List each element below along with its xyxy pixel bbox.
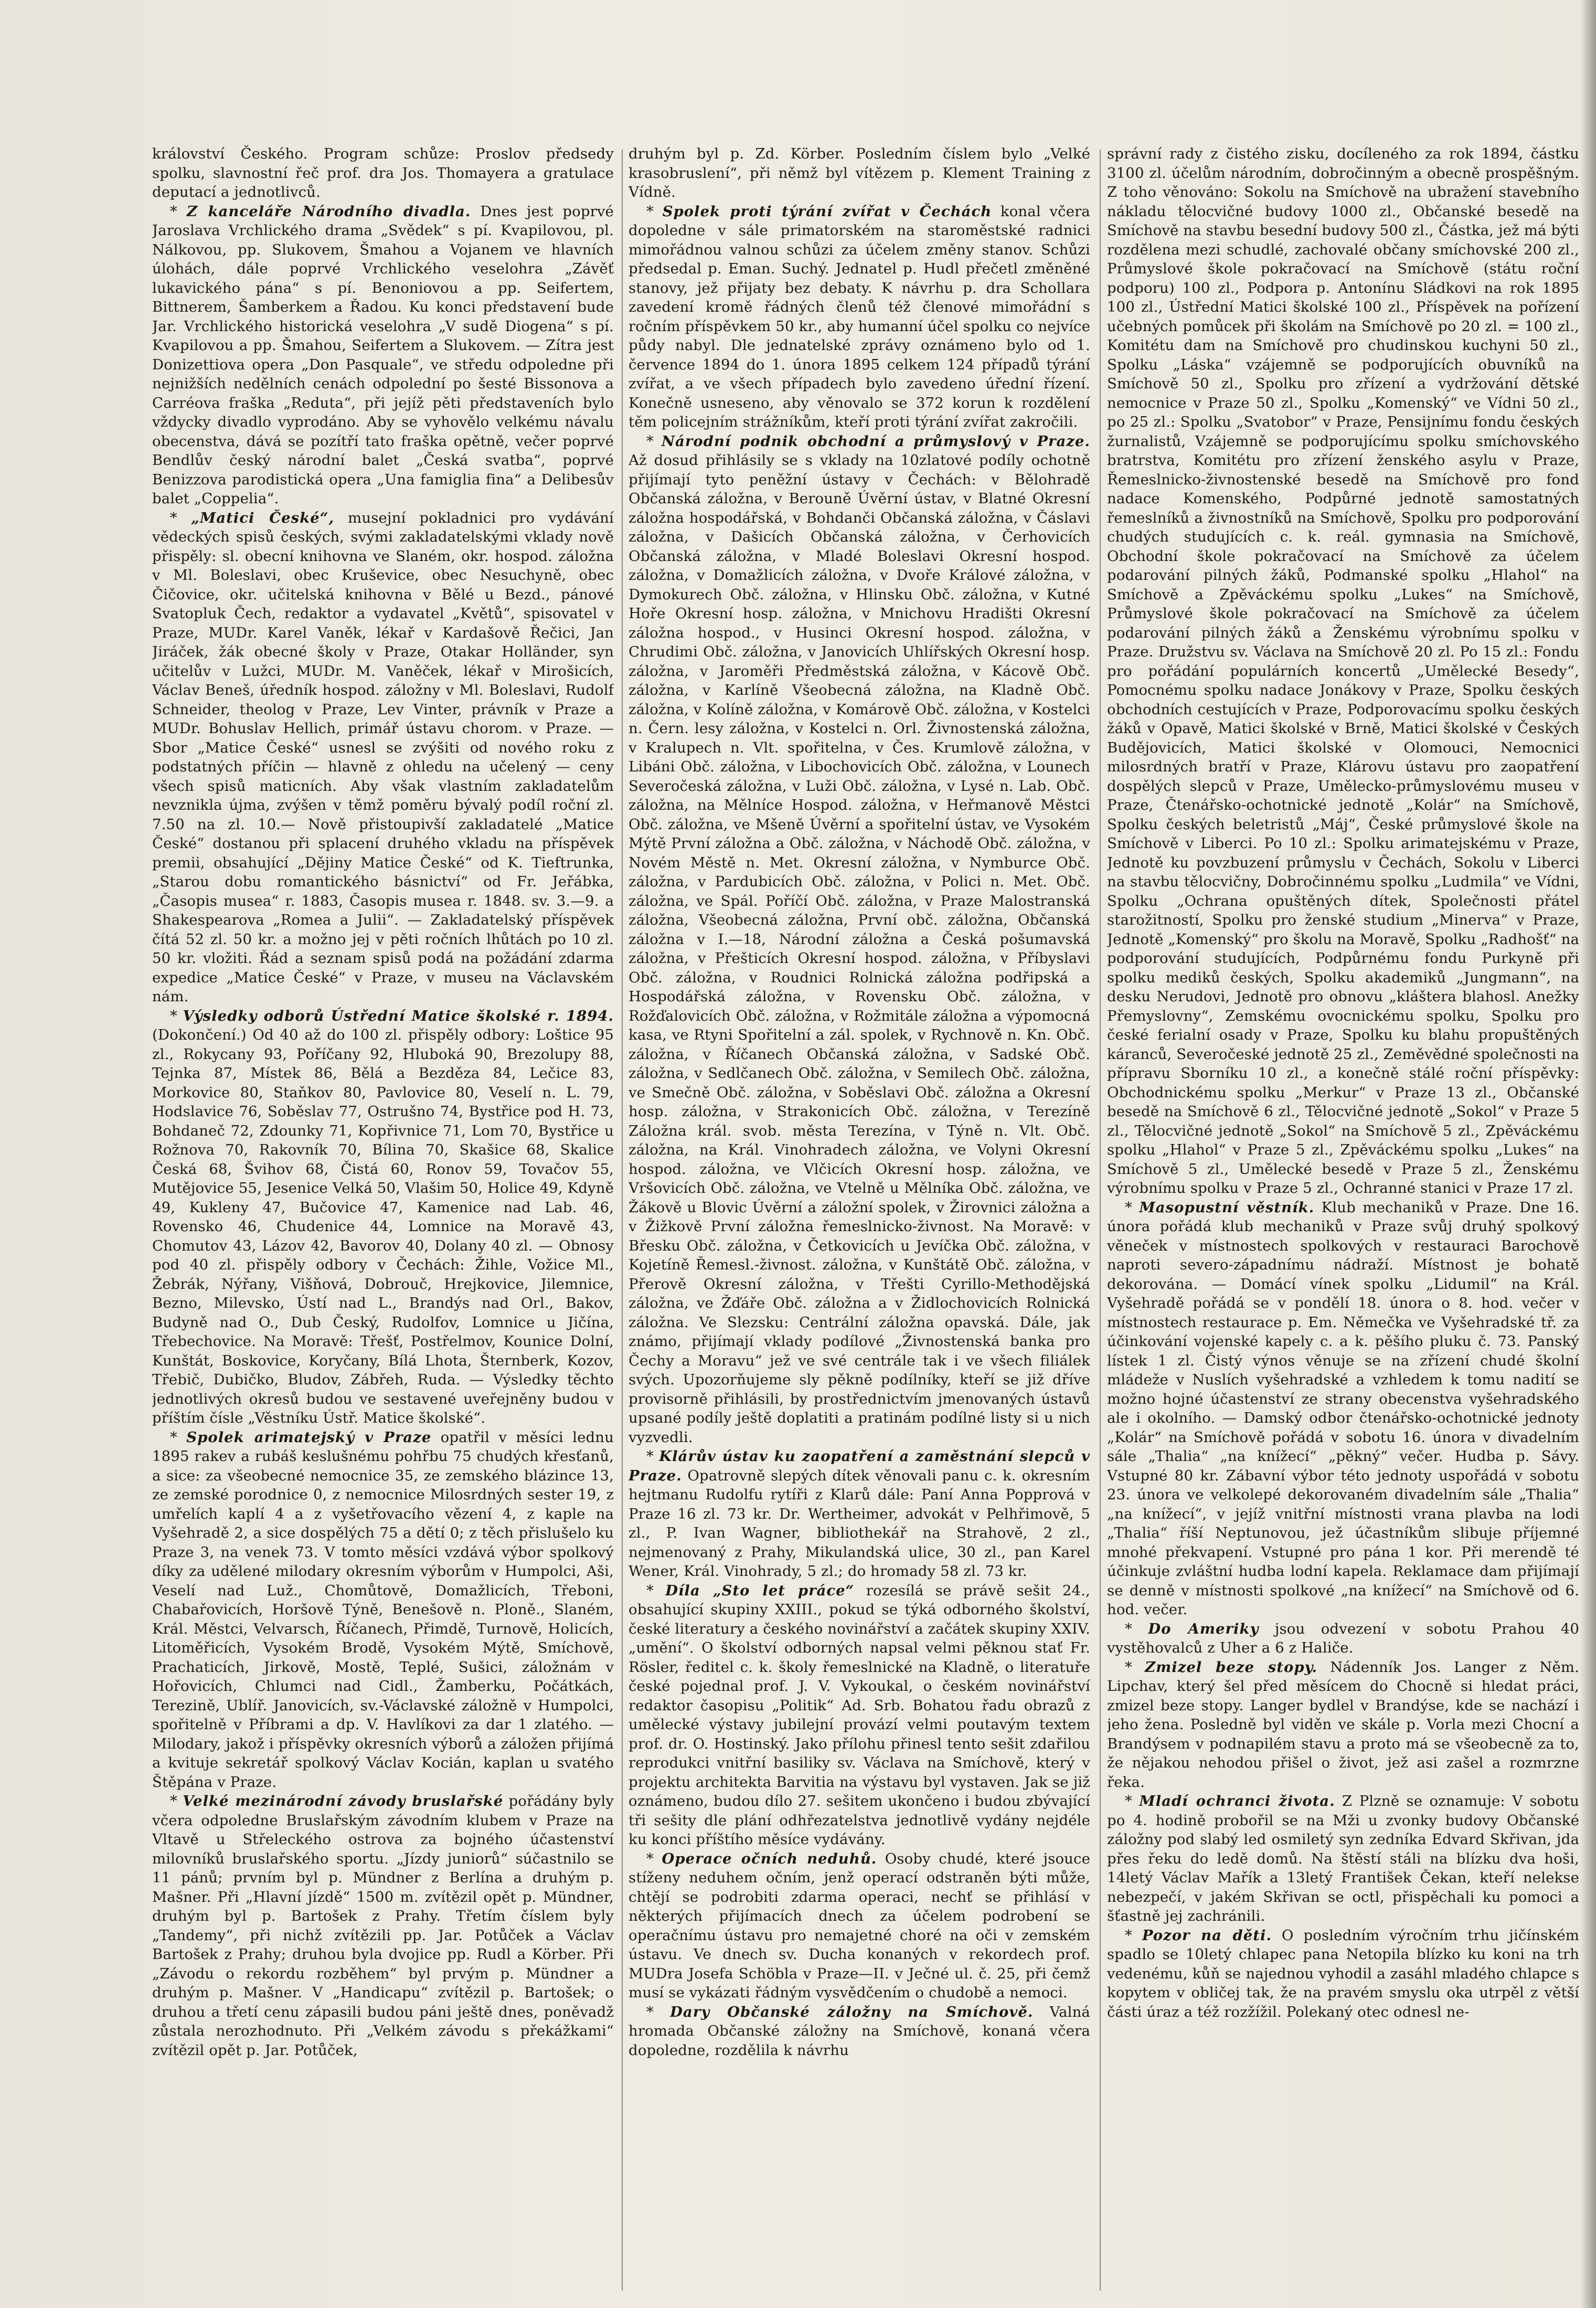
- article-paragraph: * Operace očních neduhů. Osoby chudé, které jsouce stíženy neduhem očním, jenž operací odstraněn býti může, chtějí se podrobiti zdarma operaci, nechť se přihlásí v některých přijímacích dnech za účelem podrobení se operačnímu ústavu pro nemajetné choré na oči v zemském ústavu. Ve dnech sv. Ducha konaných v rekordech prof. MUDra Josefa Schöbla v Praze—II. v Ječné ul. č. 25, při čemž musí se vykázati řádným vysvědčením o chudobě a nemoci.: [629, 1850, 1090, 2001]
- article-paragraph: [152, 144, 614, 202]
- article-text: správní rady z čistého zisku, docíleného za rok 1894, částku 3100 zl. účelům národním, dobročinným a obecně prospěšným. Z toho věnováno: Sokolu na Smíchově na ubražení stavebního nákladu tělocvičné budovy 1000 zl., Občanské besedě na Smíchově na stavbu besední budovy 500 zl., Částka, jež má býti rozdělena mezi schudlé, zachovalé občany smíchovské 200 zl., Průmyslové škole pokračovací na Smíchově (státu roční podporu) 100 zl., Podpora p. Antonínu Sládkovi na rok 1895 100 zl., Ústřední Matici školské 100 zl., Příspěvek na pořízení učebných pomůcek při školám na Smíchově po 20 zl. = 100 zl., Komitétu dam na Smíchově pro chudinskou kuchyni 50 zl., Spolku „Láska“ vzájemně se podporujících obuvníků na Smíchově 50 zl., Spolku pro zřízení a vydržování dětské nemocnice v Praze 50 zl., Spolku „Komenský“ ve Vídni 50 zl., po 25 zl.: Spolku „Svatobor“ v Praze, Pensijnímu fondu českých žurnalistů, Vzájemně se podporujícímu spolku smíchovského bratrstva, Komitétu pro zřízení ženského asylu v Praze, Řemeslnicko-živnostenské besedě na Smíchově pro fond nadace Komenského, Podpůrné jednotě samostatných řemeslníků a živnostníků na Smíchově, Spolku pro podporování chudých studujících c. k. reál. gymnasia na Smíchově, Obchodní škole pokračovací na Smíchově za účelem podarování pilných žáků, Podmanské spolku „Hlahol“ na Smíchově a Zpěváckému spolku „Lukes“ na Smíchově, Průmyslové škole pokračovací na Smíchově za účelem podarování pilných žáků a Ženskému výrobnímu spolku v Praze. Družstvu sv. Václava na Smíchově 20 zl. Po 15 zl.: Fondu pro pořádání populárních koncertů „Umělecké Besedy“, Pomocnému spolku nadace Jonákovy v Praze, Spolku českých obchodních cestujících v Praze, Podporovacímu spolku českých žáků v Opavě, Matici školské v Brně, Matici školské v Českých Budějovicích, Matici školské v Olomouci, Nemocnici milosrdných bratří v Praze, Klárovu ústavu pro zaopatření dospělých slepců v Praze, Umělecko-průmyslovému museu v Praze, Čtenářsko-ochotnické jednotě „Kolár“ na Smíchově, Spolku českých beletristů „Máj“, České průmyslové škole na Smíchově v Liberci. Po 10 zl.: Spolku arimatejskému v Praze, Jednotě ku povzbuzení průmyslu v Čechách, Sokolu v Liberci na stavbu tělocvičny, Dobročinnému spolku „Ludmila“ ve Vídni, Spolku „Ochrana opuštěných dítek, Společnosti přátel starožitností, Spolku pro ženské studium „Minerva“ v Praze, Jednotě „Komenský“ pro školu na Moravě, Spolku „Radhošť“ na podporování studujících, Podpůrnému fondu Purkyně při spolku mediků českých, Spolku akademiků „Jungmann“, na desku Nerudovi, Jednotě pro obnovu „kláštera blahosl. Anežky Přemyslovny“, Zemskému ovocnickému spolku, Spolku pro české ferialní osady v Praze, Spolku ku blahu propuštěných káranců, Severočeské jednotě 25 zl., Zeměvědné společnosti na přípravu Sborníku 10 zl., a konečně stálé roční příspěvky: Obchodnickému spolku „Merkur“ v Praze 13 zl., Občanské besedě na Smíchově 6 zl., Tělocvičné jednotě „Sokol“ v Praze 5 zl., Tělocvičné jednotě „Sokol“ na Smíchově 5 zl., Zpěváckému spolku „Hlahol“ v Praze 5 zl., Zpěváckému spolku „Lukes“ na Smíchově 5 zl., Umělecké besedě v Praze 5 zl., Ženskému výrobnímu spolku v Praze 5 zl., Ochranné stanici v Praze 17 zl.: [1107, 145, 1579, 1197]
- article-heading: Klárův ústav ku zaopatření a zaměstnání slepců v Praze.: [629, 1448, 1090, 1484]
- article-text: Klub mechaniků v Praze. Dne 16. února pořádá klub mechaniků v Praze svůj druhý spolkový věneček v místnostech spolkových v restauraci Barochově naproti severo-západnímu nádraží. Místnost je bohatě dekorována. — Domácí vínek spolku „Lidumil“ na Král. Vyšehradě pořádá se v pondělí 18. února o 8. hod. večer v místnostech restaurace p. Em. Němečka ve Vyšehradské tř. za účinkování vojenské kapely c. a k. pěšího pluku č. 73. Panský lístek 1 zl. Čistý výnos věnuje se na zřízení chudé školní mládeže v Nuslích vyšehradské a vzhledem k tomu nadití se možno hojné účastenství ze strany obecenstva vyšehradského ale i okolního. — Damský odbor čtenářsko-ochotnické jednoty „Kolár“ na Smíchově pořádá v sobotu 16. února v divadelním sále „Thalia“ „na knížecí“ „pěkný“ večer. Hudba p. Sávy. Vstupné 80 kr. Zábavní výbor této jednoty uspořádá v sobotu 23. února ve velkolepé dekorovaném divadelním sále „Thalia“ „na knížecí“, v jejíž vnitřní místnosti vrana plavba na lodi „Thalia“ říší Neptunovou, jež účastníkům slibuje příjemné mnohé překvapení. Vstupné pro pána 1 kor. Při merendě té účinkuje zvláštní hudba lodní kapela. Reklamace dam přijímají se denně v místnosti spolkové „na knížecí“ na Smíchově od 6. hod. večer.: [1107, 1199, 1579, 1618]
- column-right: [1107, 144, 1579, 2285]
- article-paragraph: * „Matici České“, musejní pokladnici pro vydávání vědeckých spisů českých, svými zakladatelskými vklady nově přispěly: sl. obecní knihovna ve Slaném, okr. hospod. záložna v Ml. Boleslavi, obec Kruševice, obec Nesuchyně, obec Čičovice, okr. učitelská knihovna v Bělé u Bezd., pánové Svatopluk Čech, redaktor a vydavatel „Květů“, spisovatel v Praze, MUDr. Karel Vaněk, lékař v Kardašově Řečici, Jan Jiráček, žák obecné školy v Praze, Otakar Holländer, syn učitelův v Lužci, MUDr. M. Vaněček, lékař v Mirošicích, Václav Beneš, úředník hospod. záložny v Ml. Boleslavi, Rudolf Schneider, theolog v Praze, Lev Vinter, právník v Praze a MUDr. Bohuslav Hellich, primář ústavu chorom. v Praze. — Sbor „Matice České“ usnesl se zvýšiti od nového roku z podstatných příčin — hlavně z ohledu na učelený — ceny všech spisů maticních. Aby však vlastním zakladatelům nevznikla újma, zvýšen v těmž poměru bývalý podíl roční zl. 7.50 na zl. 10.— Nově přistoupivší zakladatelé „Matice České“ dostanou při splacení druhého vkladu na příspěvek premii, obsahující „Dějiny Matice České“ od K. Tieftrunka, „Starou dobu romantického básnictví“ od Fr. Jeřábka, „Časopis musea“ r. 1883, Časopis musea r. 1848. sv. 3.—9. a Shakespearova „Romea a Julii“. — Zakladatelský příspěvek čítá 52 zl. 50 kr. a možno jej v pěti ročních lhůtách po 10 zl. 50 kr. vložiti. Řád a seznam spisů podá na požádání zdarma expedice „Matice České“ v Praze, v museu na Václavském nám.: [152, 509, 614, 1005]
- article-heading: „Matici České“,: [191, 509, 335, 526]
- article-heading: Díla „Sto let práce“: [665, 1582, 855, 1599]
- article-paragraph: * Dary Občanské záložny na Smíchově. Valná hromada Občanské záložny na Smíchově, konaná včera dopoledne, rozdělila k návrhu: [629, 2003, 1090, 2059]
- article-text: Dnes jest poprvé Jaroslava Vrchlického drama „Svědek“ s pí. Kvapilovou, pl. Nálkovou, pp. Slukovem, Šmahou a Vojanem ve hlavních úlohách, dále poprvé Vrchlického veselohra „Závěť lukavického pána“ s pí. Benoniovou a pp. Seifertem, Bittnerem, Šamberkem a Řadou. Ku konci představení bude Jar. Vrchlického historická veselohra „V sudě Diogena“ s pí. Kvapilovou a pp. Šmahou, Seifertem a Slukovem. — Zítra jest Donizettiova opera „Don Pasquale“, ve středu odpoledne při nejnižších nedělních cenách odpolední po šesté Bissonova a Carréova fraška „Reduta“, při jejíž pěti představeních bylo vždycky divadlo vyprodáno. Aby se vyhovělo velkému návalu obecenstva, dává se pozítří tato fraška opětně, večer poprvé Bendlův český národní balet „Česká svatba“, poprvé Benizzova parodistická opera „Una famiglia fina“ a Delibesův balet „Coppelia“.: [152, 203, 614, 507]
- article-heading: Masopustní věstník.: [1139, 1199, 1315, 1216]
- article-heading: Do Ameriky: [1148, 1620, 1259, 1637]
- article-text: druhým byl p. Zd. Körber. Posledním číslem bylo „Velké krasobruslení“, při němž byl vítězem p. Klement Training z Vídně.: [629, 145, 1090, 200]
- article-text: Nádenník Jos. Langer z Něm. Lipchav, který šel před měsícem do Chocně si hledat práci, zmizel beze stopy. Langer bydlel v Brandýse, kde se nachází i jeho žena. Posledně byl viděn ve skále p. Vorla mezi Chocní a Brandýsem v podnapilém stavu a proto má se všeobecně za to, že nějakou nehodou přišel o život, jež asi zašel a rozmrzne řeka.: [1107, 1658, 1579, 1791]
- article-paragraph: * Mladí ochranci života. Z Plzně se oznamuje: V sobotu po 4. hodině probořil se na Mži u zvonky budovy Občanské záložny pod slabý led osmiletý syn zedníka Edvard Skřivan, jda přes řeku do ledě domů. Na štěstí stáli na blízku dva hoši, 14letý Václav Mařík a 13letý František Čekan, kteří nelekse nebezpečí, v jakém Skřivan se octl, přispěchali ku pomoci a šťastně jej zachránili.: [1107, 1793, 1579, 1924]
- article-heading: Zmizel beze stopy.: [1145, 1658, 1317, 1676]
- article-paragraph: * Klárův ústav ku zaopatření a zaměstnání slepců v Praze. Opatrovně slepých dítek věnovali panu c. k. okresním hejtmanu Rudolfu rytíři z Klarů dále: Paní Anna Popprová v Praze 16 zl. 73 kr. Dr. Wertheimer, advokát v Pelhřimově, 5 zl., P. Ivan Wagner, bibliothekář na Strahově, 2 zl., nejmenovaný z Prahy, Mikulandská ulice, 30 zl., pan Karel Wener, Král. Vinohrady, 5 zl.; do hromady 58 zl. 73 kr.: [629, 1448, 1090, 1580]
- binding-shadow: [1580, 0, 1596, 2308]
- article-text: O posledním výročním trhu jičínském spadlo se 10letý chlapec pana Netopila blízko ku koni na trh vedenému, kůň se najednou vyhodil a zasáhl mladého chlapce s kopytem v obličej tak, že na pravém smyslu oka utrpěl z větší části úraz a též rozžížil. Polekaný otec odnesl ne-: [1107, 1926, 1579, 2020]
- article-text: rozesílá se právě sešit 24., obsahující skupiny XXIII., pokud se týká odborného školství, české literatury a českého novinářství a začátek skupiny XXIV. „umění“. O školství odborných napsal velmi pěknou stať Fr. Rösler, ředitel c. k. školy řemeslnické na Kladně, o literatuře české pojednal prof. J. V. Vykoukal, o českém novinářství redaktor časopisu „Politik“ Ad. Srb. Bohatou řadu obrazů z umělecké výstavy jubilejní provází velmi poutavým textem prof. dr. O. Hostinský. Jako přílohu přinesl tento sešit zdařilou reprodukci vnitřní basiliky sv. Václava na Smíchově, který v projektu architekta Barvitia na výstavu byl vystaven. Jak se již oznámeno, budou dílo 27. sešitem ukončeno i budou zbývající tři sešity dle plání odhřezatelstva jednotlivě vydány nejdéle ku konci příštího měsíce vydávány.: [629, 1582, 1090, 1848]
- article-text: Valná hromada Občanské záložny na Smíchově, konaná včera dopoledne, rozdělila k návrhu: [629, 2003, 1090, 2059]
- article-paragraph: * Spolek arimatejský v Praze opatřil v měsíci lednu 1895 rakev a rubáš keslušnému pohřbu 75 chudých křesťanů, a sice: za všeobecné nemocnice 35, ze zemského blázince 13, ze zemské porodnice 0, z nemocnice Milosrdných sester 19, z umřelích kaplí 4 a z vyšetřovacího vězení 4, z kaple na Vyšehradě 2, a sice dospělých 75 a dětí 0; z těch přislušelo ku Praze 3, na venek 73. V tomto měsíci vzdává výbor spolkový díky za udělené milodary okresním výborům v Humpolci, Aši, Veselí nad Luž., Chomůtově, Domažlicích, Třeboni, Chabařovicích, Horšově Týně, Benešově n. Ploně., Slaném, Král. Městci, Velvarsch, Říčanech, Přimdě, Turnově, Holicích, Litoměřicích, Vysokém Brodě, Vysokém Mýtě, Smíchově, Prachaticích, Jirkově, Mostě, Teplé, Sušici, záložnám v Hořovicích, Chlumci nad Cidl., Žamberku, Počátkách, Terezině, Ublíř. Janovicích, sv.-Václavské záložně v Humpolci, spořitelně v Příbrami a dp. V. Havlíkovi za dar 1 zlatého. — Milodary, jakož i příspěvky okresních výborů a záložen přijímá a kvituje sekretář spolkový Václav Kocián, kaplan u svatého Štěpána v Praze.: [152, 1428, 614, 1791]
- article-text: konal včera dopoledne v sále primatorském na staroměstské radnici mimořádnou valnou schůzi za účelem změny stanov. Schůzi předsedal p. Eman. Suchý. Jednatel p. Hudl přečetl změněné stanovy, jež přijaty bez debaty. K návrhu p. dra Schollara zavedení kromě řádných členů též členové mimořádní s ročním příspěvkem 50 kr., aby humanní účel spolku co nejvíce půdy nabyl. Dle jednatelské zprávy oznámeno bylo od 1. července 1894 do 1. února 1895 celkem 124 případů týrání zvířat, a ve všech případech bylo zavedeno úřední řízení. Konečně usneseno, aby věnovalo se 372 korun k rozdělení těm policejním strážníkům, kteří proti týrání zvířat zakročili.: [629, 203, 1090, 430]
- article-heading: Spolek proti týrání zvířat v Čechách: [662, 203, 992, 220]
- article-paragraph: * Spolek proti týrání zvířat v Čechách konal včera dopoledne v sále primatorském na staroměstské radnici mimořádnou valnou schůzi za účelem změny stanov. Schůzi předsedal p. Eman. Suchý. Jednatel p. Hudl přečetl změněné stanovy, jež přijaty bez debaty. K návrhu p. dra Schollara zavedení kromě řádných členů též členové mimořádní s ročním příspěvkem 50 kr., aby humanní účel spolku co nejvíce půdy nabyl. Dle jednatelské zprávy oznámeno bylo od 1. července 1894 do 1. února 1895 celkem 124 případů týrání zvířat, a ve všech případech bylo zavedeno úřední řízení. Konečně usneseno, aby věnovalo se 372 korun k rozdělení těm policejním strážníkům, kteří proti týrání zvířat zakročili.: [629, 203, 1090, 430]
- article-paragraph: [1107, 144, 1579, 1198]
- article-paragraph: * Díla „Sto let práce“ rozesílá se právě sešit 24., obsahující skupiny XXIII., pokud se týká odborného školství, české literatury a českého novinářství a začátek skupiny XXIV. „umění“. O školství odborných napsal velmi pěknou stať Fr. Rösler, ředitel c. k. školy řemeslnické na Kladně, o literatuře české pojednal prof. J. V. Vykoukal, o českém novinářství redaktor časopisu „Politik“ Ad. Srb. Bohatou řadu obrazů z umělecké výstavy jubilejní provází velmi poutavým textem prof. dr. O. Hostinský. Jako přílohu přinesl tento sešit zdařilou reprodukci vnitřní basiliky sv. Václava na Smíchově, který v projektu architekta Barvitia na výstavu byl vystaven. Jak se již oznámeno, budou dílo 27. sešitem ukončeno i budou zbývající tři sešity dle plání odhřezatelstva jednotlivě vydány nejdéle ku konci příštího měsíce vydávány.: [629, 1582, 1090, 1848]
- article-text: Osoby chudé, které jsouce stíženy neduhem očním, jenž operací odstraněn býti může, chtějí se podrobiti zdarma operaci, nechť se přihlásí v některých přijímacích dnech za účelem podrobení se operačnímu ústavu pro nemajetné choré na oči v zemském ústavu. Ve dnech sv. Ducha konaných v rekordech prof. MUDra Josefa Schöbla v Praze—II. v Ječné ul. č. 25, při čemž musí se vykázati řádným vysvědčením o chudobě a nemoci.: [629, 1850, 1090, 2001]
- article-text: Opatrovně slepých dítek věnovali panu c. k. okresním hejtmanu Rudolfu rytíři z Klarů dále: Paní Anna Popprová v Praze 16 zl. 73 kr. Dr. Wertheimer, advokát v Pelhřimově, 5 zl., P. Ivan Wagner, bibliothekář na Strahově, 2 zl., nejmenovaný z Prahy, Mikulandská ulice, 30 zl., pan Karel Wener, Král. Vinohrady, 5 zl.; do hromady 58 zl. 73 kr.: [629, 1467, 1090, 1580]
- article-text: království Českého. Program schůze: Proslov předsedy spolku, slavnostní řeč prof. dra Jos. Thomayera a gratulace deputací a jednotlivců.: [152, 145, 614, 200]
- article-paragraph: * Masopustní věstník. Klub mechaniků v Praze. Dne 16. února pořádá klub mechaniků v Praze svůj druhý spolkový věneček v místnostech spolkových v restauraci Barochově naproti severo-západnímu nádraží. Místnost je bohatě dekorována. — Domácí vínek spolku „Lidumil“ na Král. Vyšehradě pořádá se v pondělí 18. února o 8. hod. večer v místnostech restaurace p. Em. Němečka ve Vyšehradské tř. za účinkování vojenské kapely c. a k. pěšího pluku č. 73. Panský lístek 1 zl. Čistý výnos věnuje se na zřízení chudé školní mládeže v Nuslích vyšehradské a vzhledem k tomu nadití se možno hojné účastenství ze strany obecenstva vyšehradského ale i okolního. — Damský odbor čtenářsko-ochotnické jednoty „Kolár“ na Smíchově pořádá v sobotu 16. února v divadelním sále „Thalia“ „na knížecí“ „pěkný“ večer. Hudba p. Sávy. Vstupné 80 kr. Zábavní výbor této jednoty uspořádá v sobotu 23. února ve velkolepé dekorovaném divadelním sále „Thalia“ „na knížecí“, v jejíž vnitřní místnosti vrana plavba na lodi „Thalia“ říší Neptunovou, jež účastníkům slibuje příjemné mnohé překvapení. Vstupné pro pána 1 kor. Při merendě té účinkuje zvláštní hudba lodní kapela. Reklamace dam přijímají se denně v místnosti spolkové „na knížecí“ na Smíchově od 6. hod. večer.: [1107, 1199, 1579, 1618]
- column-divider: [1100, 150, 1101, 2291]
- article-text: (Dokončení.) Od 40 až do 100 zl. přispěly odbory: Loštice 95 zl., Rokycany 93, Poříčany 92, Hluboká 90, Brezolupy 88, Tejnka 87, Místek 86, Bělá a Bezděza 84, Lečice 83, Morkovice 80, Staňkov 80, Pavlovice 80, Veselí n. L. 79, Hodslavice 76, Soběslav 77, Ostrušno 74, Bystřice pod H. 73, Bohdaneč 72, Zdounky 71, Kopřivnice 71, Lom 70, Bystřice u Rožnova 70, Rakovník 70, Bílina 70, Skašice 68, Skalice Česká 68, Švihov 68, Čistá 60, Ronov 59, Tovačov 55, Mutějovice 55, Jesenice Velká 50, Vlašim 50, Holice 49, Kdyně 49, Kukleny 47, Bučovice 47, Kamenice nad Lab. 46, Rovensko 46, Chudenice 44, Lomnice na Moravě 43, Chomutov 43, Lázov 42, Bavorov 40, Dolany 40 zl. — Obnosy pod 40 zl. přispěly odbory v Čechách: Žihle, Vožice Ml., Žebrák, Nýřany, Višňová, Dobrouč, Hrejkovice, Jilemnice, Bezno, Milevsko, Ústí nad L., Brandýs nad Orl., Bakov, Budyně nad O., Dub Český, Rudolfov, Lomnice u Jičína, Třebechovice. Na Moravě: Třešť, Postřelmov, Kounice Dolní, Kunštát, Boskovice, Koryčany, Bílá Lhota, Šternberk, Kozov, Třebič, Dubičko, Bludov, Zábřeh, Ruda. — Výsledky těchto jednotlivých okresů budou ve sestavené uveřejněny budou v příštím čísle „Věstníku Ústř. Matice školské“.: [152, 1026, 614, 1426]
- article-heading: Mladí ochranci života.: [1139, 1793, 1335, 1809]
- article-heading: Dary Občanské záložny na Smíchově.: [670, 2003, 1034, 2020]
- article-text: Až dosud přihlásily se s vklady na 10zlatové podíly ochotně přijímají tyto peněžní ústavy v Čechách: v Bělohradě Občanská záložna, v Berouně Úvěrní ústav, v Blatné Okresní záložna hospodářská, v Bohdanči Občanská záložna, v Čáslavi záložna, v Dašicích Občanská záložna, v Čerhovicích Občanská záložna, v Mladé Boleslavi Okresní hospod. záložna, v Domažlicích záložna, v Dvoře Králové záložna, v Dymokurech Obč. záložna, v Hlinsku Obč. záložna, v Kutné Hoře Okresní hosp. záložna, v Mnichovu Hradišti Okresní záložna hospod., v Husinci Okresní hospod. záložna, v Chrudimi Obč. záložna, v Janovicích Uhlířských Okresní hosp. záložna, v Jaroměři Předměstská záložna, v Kácově Obč. záložna, v Karlíně Všeobecná záložna, na Kladně Obč. záložna, v Kolíně záložna, v Komárově Obč. záložna, v Kostelci n. Čern. lesy záložna, v Kostelci n. Orl. Živnostenská záložna, v Kralupech n. Vlt. spořitelna, v Čes. Krumlově záložna, v Libáni Obč. záložna, v Libochovicích Obč. záložna, v Lounech Severočeská záložna, v Luži Obč. záložna, v Lysé n. Lab. Obč. záložna, na Mělníce Hospod. záložna, v Heřmanově Městci Obč. záložna, ve Mšeně Úvěrní a spořitelní ústav, ve Vysokém Mýtě První záložna a Obč. záložna, v Náchodě Obč. záložna, v Novém Městě n. Met. Okresní záložna, v Nymburce Obč. záložna, v Pardubicích Obč. záložna, v Polici n. Met. Obč. záložna, ve Spál. Poříčí Obč. záložna, v Praze Malostranská záložna, Všeobecná záložna, První obč. záložna, Občanská záložna v I.—18, Národní záložna a Česká pošumavská záložna, v Přešticích Okresní hospod. záložna, v Příbyslavi Obč. záložna, v Roudnici Rolnická záložna podřipská a Hospodářská záložna, v Rovensku Obč. záložna, v Rožďalovicích Obč. záložna, v Rožmitále záložna a výpomocná kasa, ve Rtyni Spořitelní a zál. spolek, v Rychnově n. Kn. Obč. záložna, v Říčanech Občanská záložna, v Sadské Obč. záložna, v Sedlčanech Obč. záložna, v Semilech Obč. záložna, ve Smečně Obč. záložna, v Soběslavi Obč. záložna a Okresní hosp. záložna, v Strakonicích Obč. záložna, v Terezíně Záložna král. svob. města Terezína, v Týně n. Vlt. Obč. záložna, na Král. Vinohradech záložna, ve Volyni Okresní hospod. záložna, ve Vlčicích Okresní hosp. záložna, ve Vršovicích Obč. záložna, ve Vtelně u Mělníka Obč. záložna, ve Žákově u Blovic Úvěrní a záložní spolek, v Žirovnici záložna a v Žižkově První záložna řemeslnicko-živnost. Na Moravě: v Břesku Obč. záložna, v Četkovicích u Jevíčka Obč. záložna, v Kojetíně Řemesl.-živnost. záložna, v Kunštátě Obč. záložna, v Přerově Okresní záložna, v Třešti Cyrillo-Methodějská záložna, ve Žďáře Obč. záložna a v Židlochovicích Rolnická záložna. Ve Slezsku: Centrální záložna opavská. Dále, jak známo, přijímají vklady podílové „Živnostenská banka pro Čechy a Moravu“ jež ve své centrále tak i ve všech filiálek svých. Upozorňujeme sly pěkně podílníky, kteří se již dříve provisorně přihlásili, by prostřednictvím jmenovaných ústavů upsané podíly ještě doplatiti a pratinám podílné listy si u nich vyzvedli.: [629, 452, 1090, 1446]
- article-paragraph: * Velké mezinárodní závody bruslařské pořádány byly včera odpoledne Bruslařským závodním klubem v Praze na Vltavě u Střeleckého ostrova za bojného účastenství milovníků bruslařského sportu. „Jízdy juniorů“ súčastnilo se 11 pánů; prvním byl p. Mündner z Berlína a druhým p. Mašner. Při „Hlavní jízdě“ 1500 m. zvítězil opět p. Mündner, druhým byl p. Bartošek z Prahy. Třetím číslem byly „Tandemy“, při nichž zvítězili pp. Jar. Potůček a Václav Bartošek z Prahy; druhou byla dvojice pp. Rudl a Körber. Při „Závodu o rekordu rozběhem“ byl prvým p. Mündner a druhým p. Mašner. V „Handicapu“ zvítězil p. Bartošek; o druhou a třetí cenu zápasili budou páni ještě dnes, poněvadž zůstala nerozhodnuto. Při „Velkém závodu s překážkami“ zvítězil opět p. Jar. Potůček,: [152, 1793, 614, 2059]
- article-text: opatřil v měsíci lednu 1895 rakev a rubáš keslušnému pohřbu 75 chudých křesťanů, a sice: za všeobecné nemocnice 35, ze zemského blázince 13, ze zemské porodnice 0, z nemocnice Milosrdných sester 19, z umřelích kaplí 4 a z vyšetřovacího vězení 4, z kaple na Vyšehradě 2, a sice dospělých 75 a dětí 0; z těch přislušelo ku Praze 3, na venek 73. V tomto měsíci vzdává výbor spolkový díky za udělené milodary okresním výborům v Humpolci, Aši, Veselí nad Luž., Chomůtově, Domažlicích, Třeboni, Chabařovicích, Horšově Týně, Benešově n. Ploně., Slaném, Král. Městci, Velvarsch, Říčanech, Přimdě, Turnově, Holicích, Litoměřicích, Vysokém Brodě, Vysokém Mýtě, Smíchově, Prachaticích, Jirkově, Mostě, Teplé, Sušici, záložnám v Hořovicích, Chlumci nad Cidl., Žamberku, Počátkách, Terezině, Ublíř. Janovicích, sv.-Václavské záložně v Humpolci, spořitelně v Příbrami a dp. V. Havlíkovi za dar 1 zlatého. — Milodary, jakož i příspěvky okresních výborů a záložen přijímá a kvituje sekretář spolkový Václav Kocián, kaplan u svatého Štěpána v Praze.: [152, 1428, 614, 1791]
- column-middle: [629, 144, 1090, 2285]
- article-text: pořádány byly včera odpoledne Bruslařským závodním klubem v Praze na Vltavě u Střeleckého ostrova za bojného účastenství milovníků bruslařského sportu. „Jízdy juniorů“ súčastnilo se 11 pánů; prvním byl p. Mündner z Berlína a druhým p. Mašner. Při „Hlavní jízdě“ 1500 m. zvítězil opět p. Mündner, druhým byl p. Bartošek z Prahy. Třetím číslem byly „Tandemy“, při nichž zvítězili pp. Jar. Potůček a Václav Bartošek z Prahy; druhou byla dvojice pp. Rudl a Körber. Při „Závodu o rekordu rozběhem“ byl prvým p. Mündner a druhým p. Mašner. V „Handicapu“ zvítězil p. Bartošek; o druhou a třetí cenu zápasili budou páni ještě dnes, poněvadž zůstala nerozhodnuto. Při „Velkém závodu s překážkami“ zvítězil opět p. Jar. Potůček,: [152, 1793, 614, 2059]
- article-text: musejní pokladnici pro vydávání vědeckých spisů českých, svými zakladatelskými vklady nově přispěly: sl. obecní knihovna ve Slaném, okr. hospod. záložna v Ml. Boleslavi, obec Kruševice, obec Nesuchyně, obec Čičovice, okr. učitelská knihovna v Bělé u Bezd., pánové Svatopluk Čech, redaktor a vydavatel „Květů“, spisovatel v Praze, MUDr. Karel Vaněk, lékař v Kardašově Řečici, Jan Jiráček, žák obecné školy v Praze, Otakar Holländer, syn učitelův v Lužci, MUDr. M. Vaněček, lékař v Mirošicích, Václav Beneš, úředník hospod. záložny v Ml. Boleslavi, Rudolf Schneider, theolog v Praze, Lev Vinter, právník v Praze a MUDr. Bohuslav Hellich, primář ústavu chorom. v Praze. — Sbor „Matice České“ usnesl se zvýšiti od nového roku z podstatných příčin — hlavně z ohledu na učelený — ceny všech spisů maticních. Aby však vlastním zakladatelům nevznikla újma, zvýšen v těmž poměru bývalý podíl roční zl. 7.50 na zl. 10.— Nově přistoupivší zakladatelé „Matice České“ dostanou při splacení druhého vkladu na příspěvek premii, obsahující „Dějiny Matice České“ od K. Tieftrunka, „Starou dobu romantického básnictví“ od Fr. Jeřábka, „Časopis musea“ r. 1883, Časopis musea r. 1848. sv. 3.—9. a Shakespearova „Romea a Julii“. — Zakladatelský příspěvek čítá 52 zl. 50 kr. a možno jej v pěti ročních lhůtách po 10 zl. 50 kr. vložiti. Řád a seznam spisů podá na požádání zdarma expedice „Matice České“ v Praze, v museu na Václavském nám.: [152, 509, 614, 1005]
- article-paragraph: * Výsledky odborů Ústřední Matice školské r. 1894. (Dokončení.) Od 40 až do 100 zl. přispěly odbory: Loštice 95 zl., Rokycany 93, Poříčany 92, Hluboká 90, Brezolupy 88, Tejnka 87, Místek 86, Bělá a Bezděza 84, Lečice 83, Morkovice 80, Staňkov 80, Pavlovice 80, Veselí n. L. 79, Hodslavice 76, Soběslav 77, Ostrušno 74, Bystřice pod H. 73, Bohdaneč 72, Zdounky 71, Kopřivnice 71, Lom 70, Bystřice u Rožnova 70, Rakovník 70, Bílina 70, Skašice 68, Skalice Česká 68, Švihov 68, Čistá 60, Ronov 59, Tovačov 55, Mutějovice 55, Jesenice Velká 50, Vlašim 50, Holice 49, Kdyně 49, Kukleny 47, Bučovice 47, Kamenice nad Lab. 46, Rovensko 46, Chudenice 44, Lomnice na Moravě 43, Chomutov 43, Lázov 42, Bavorov 40, Dolany 40 zl. — Obnosy pod 40 zl. přispěly odbory v Čechách: Žihle, Vožice Ml., Žebrák, Nýřany, Višňová, Dobrouč, Hrejkovice, Jilemnice, Bezno, Milevsko, Ústí nad L., Brandýs nad Orl., Bakov, Budyně nad O., Dub Český, Rudolfov, Lomnice u Jičína, Třebechovice. Na Moravě: Třešť, Postřelmov, Kounice Dolní, Kunštát, Boskovice, Koryčany, Bílá Lhota, Šternberk, Kozov, Třebič, Dubičko, Bludov, Zábřeh, Ruda. — Výsledky těchto jednotlivých okresů budou ve sestavené uveřejněny budou v příštím čísle „Věstníku Ústř. Matice školské“.: [152, 1007, 614, 1426]
- article-heading: Operace očních neduhů.: [662, 1850, 877, 1867]
- article-paragraph: * Pozor na děti. O posledním výročním trhu jičínském spadlo se 10letý chlapec pana Netopila blízko ku koni na trh vedenému, kůň se najednou vyhodil a zasáhl mladého chlapce s kopytem v obličej tak, že na pravém smyslu oka utrpěl z větší části úraz a též rozžížil. Polekaný otec odnesl ne-: [1107, 1926, 1579, 2020]
- article-paragraph: * Národní podnik obchodní a průmyslový v Praze. Až dosud přihlásily se s vklady na 10zlatové podíly ochotně přijímají tyto peněžní ústavy v Čechách: v Bělohradě Občanská záložna, v Berouně Úvěrní ústav, v Blatné Okresní záložna hospodářská, v Bohdanči Občanská záložna, v Čáslavi záložna, v Dašicích Občanská záložna, v Čerhovicích Občanská záložna, v Mladé Boleslavi Okresní hospod. záložna, v Domažlicích záložna, v Dvoře Králové záložna, v Dymokurech Obč. záložna, v Hlinsku Obč. záložna, v Kutné Hoře Okresní hosp. záložna, v Mnichovu Hradišti Okresní záložna hospod., v Husinci Okresní hospod. záložna, v Chrudimi Obč. záložna, v Janovicích Uhlířských Okresní hosp. záložna, v Jaroměři Předměstská záložna, v Kácově Obč. záložna, v Karlíně Všeobecná záložna, na Kladně Obč. záložna, v Kolíně záložna, v Komárově Obč. záložna, v Kostelci n. Čern. lesy záložna, v Kostelci n. Orl. Živnostenská záložna, v Kralupech n. Vlt. spořitelna, v Čes. Krumlově záložna, v Libáni Obč. záložna, v Libochovicích Obč. záložna, v Lounech Severočeská záložna, v Luži Obč. záložna, v Lysé n. Lab. Obč. záložna, na Mělníce Hospod. záložna, v Heřmanově Městci Obč. záložna, ve Mšeně Úvěrní a spořitelní ústav, ve Vysokém Mýtě První záložna a Obč. záložna, v Náchodě Obč. záložna, v Novém Městě n. Met. Okresní záložna, v Nymburce Obč. záložna, v Pardubicích Obč. záložna, v Polici n. Met. Obč. záložna, ve Spál. Poříčí Obč. záložna, v Praze Malostranská záložna, Všeobecná záložna, První obč. záložna, Občanská záložna v I.—18, Národní záložna a Česká pošumavská záložna, v Přešticích Okresní hospod. záložna, v Příbyslavi Obč. záložna, v Roudnici Rolnická záložna podřipská a Hospodářská záložna, v Rovensku Obč. záložna, v Rožďalovicích Obč. záložna, v Rožmitále záložna a výpomocná kasa, ve Rtyni Spořitelní a zál. spolek, v Rychnově n. Kn. Obč. záložna, v Říčanech Občanská záložna, v Sadské Obč. záložna, v Sedlčanech Obč. záložna, v Semilech Obč. záložna, ve Smečně Obč. záložna, v Soběslavi Obč. záložna a Okresní hosp. záložna, v Strakonicích Obč. záložna, v Terezíně Záložna král. svob. města Terezína, v Týně n. Vlt. Obč. záložna, na Král. Vinohradech záložna, ve Volyni Okresní hospod. záložna, ve Vlčicích Okresní hosp. záložna, ve Vršovicích Obč. záložna, ve Vtelně u Mělníka Obč. záložna, ve Žákově u Blovic Úvěrní a záložní spolek, v Žirovnici záložna a v Žižkově První záložna řemeslnicko-živnost. Na Moravě: v Břesku Obč. záložna, v Četkovicích u Jevíčka Obč. záložna, v Kojetíně Řemesl.-živnost. záložna, v Kunštátě Obč. záložna, v Přerově Okresní záložna, v Třešti Cyrillo-Methodějská záložna, ve Žďáře Obč. záložna a v Židlochovicích Rolnická záložna. Ve Slezsku: Centrální záložna opavská. Dále, jak známo, přijímají vklady podílové „Živnostenská banka pro Čechy a Moravu“ jež ve své centrále tak i ve všech filiálek svých. Upozorňujeme sly pěkně podílníky, kteří se již dříve provisorně přihlásili, by prostřednictvím jmenovaných ústavů upsané podíly ještě doplatiti a pratinám podílné listy si u nich vyzvedli.: [629, 432, 1090, 1446]
- article-text: Z Plzně se oznamuje: V sobotu po 4. hodině probořil se na Mži u zvonky budovy Občanské záložny pod slabý led osmiletý syn zedníka Edvard Skřivan, jda přes řeku do ledě domů. Na štěstí stáli na blízku dva hoši, 14letý Václav Mařík a 13letý František Čekan, kteří nelekse nebezpečí, v jakém Skřivan se octl, přispěchali ku pomoci a šťastně jej zachránili.: [1107, 1793, 1579, 1924]
- article-heading: Národní podnik obchodní a průmyslový v Praze.: [661, 432, 1090, 450]
- article-heading: Pozor na děti.: [1142, 1926, 1272, 1944]
- article-heading: Z kanceláře Národního divadla.: [186, 203, 471, 220]
- article-heading: Výsledky odborů Ústřední Matice školské r. 1894.: [183, 1007, 614, 1024]
- article-heading: Spolek arimatejský v Praze: [186, 1428, 432, 1446]
- article-text: jsou odvezení v sobotu Prahou 40 vystěhovalců z Uher a 6 z Haliče.: [1107, 1620, 1579, 1656]
- article-paragraph: * Zmizel beze stopy. Nádenník Jos. Langer z Něm. Lipchav, který šel před měsícem do Chocně si hledat práci, zmizel beze stopy. Langer bydlel v Brandýse, kde se nachází i jeho žena. Posledně byl viděn ve skále p. Vorla mezi Chocní a Brandýsem v podnapilém stavu a proto má se všeobecně za to, že nějakou nehodou přišel o život, jež asi zašel a rozmrzne řeka.: [1107, 1658, 1579, 1791]
- article-paragraph: * Z kanceláře Národního divadla. Dnes jest poprvé Jaroslava Vrchlického drama „Svědek“ s pí. Kvapilovou, pl. Nálkovou, pp. Slukovem, Šmahou a Vojanem ve hlavních úlohách, dále poprvé Vrchlického veselohra „Závěť lukavického pána“ s pí. Benoniovou a pp. Seifertem, Bittnerem, Šamberkem a Řadou. Ku konci představení bude Jar. Vrchlického historická veselohra „V sudě Diogena“ s pí. Kvapilovou a pp. Šmahou, Seifertem a Slukovem. — Zítra jest Donizettiova opera „Don Pasquale“, ve středu odpoledne při nejnižších nedělních cenách odpolední po šesté Bissonova a Carréova fraška „Reduta“, při jejíž pěti představeních bylo vždycky divadlo vyprodáno. Aby se vyhovělo velkému návalu obecenstva, dává se pozítří tato fraška opětně, večer poprvé Bendlův český národní balet „Česká svatba“, poprvé Benizzova parodistická opera „Una famiglia fina“ a Delibesův balet „Coppelia“.: [152, 203, 614, 507]
- article-paragraph: * Do Ameriky jsou odvezení v sobotu Prahou 40 vystěhovalců z Uher a 6 z Haliče.: [1107, 1620, 1579, 1656]
- column-divider: [622, 150, 623, 2291]
- column-left: [152, 144, 614, 2285]
- article-heading: Velké mezinárodní závody bruslařské: [183, 1793, 504, 1809]
- article-paragraph: [629, 144, 1090, 202]
